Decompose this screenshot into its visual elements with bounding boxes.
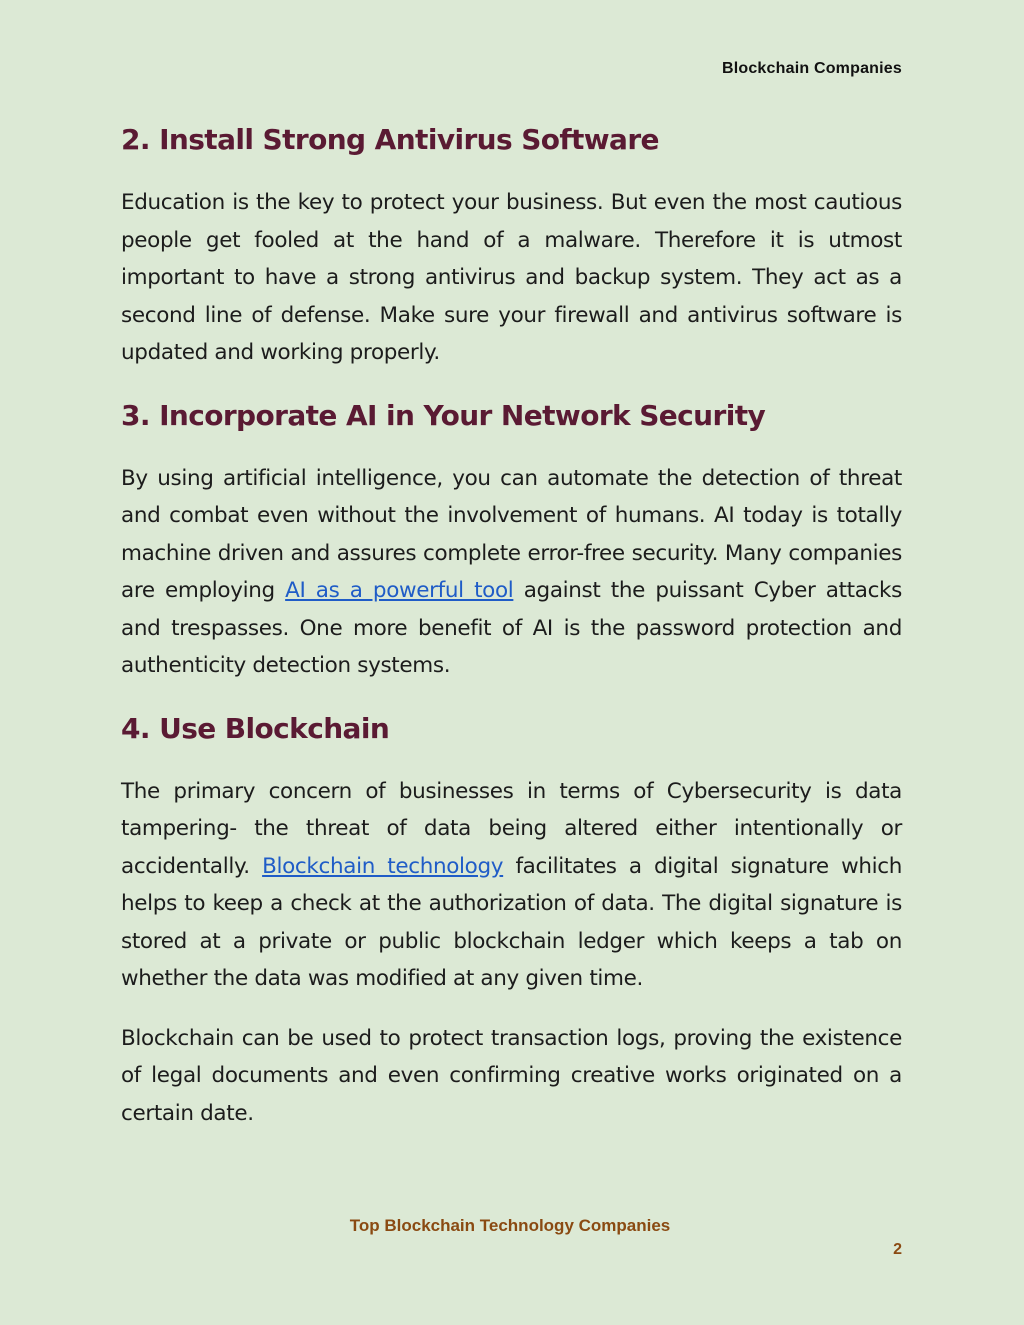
page-footer	[0, 1216, 1024, 1236]
page-content	[121, 118, 902, 1154]
blockchain-paragraph-text-before: The primary concern of businesses in terms of Cybersecurity is data tampering- the threat of data being altered either intentionally or accidentally.	[121, 778, 902, 879]
section-heading-blockchain: 4. Use Blockchain	[121, 711, 390, 745]
section-paragraph-antivirus: Education is the key to protect your business. But even the most cautious people get fooled at the hand of a malware. Therefore it is utmost important to have a strong antivirus and backup system. They act as a second line of defense. Make sure your firewall and antivirus software is updated and working properly.	[121, 190, 902, 365]
page-header: Blockchain Companies	[721, 60, 902, 77]
section-paragraph-blockchain-2: Blockchain can be used to protect transaction logs, proving the existence of legal documents and even confirming creative works originated on a certain date.	[121, 1025, 902, 1126]
ai-paragraph-text-after: against the puissant Cyber attacks and trespasses. One more benefit of AI is the password protection and authenticity detection systems.	[121, 578, 902, 678]
blockchain-technology-link[interactable]: Blockchain technology	[262, 853, 504, 879]
section-paragraph-blockchain	[121, 773, 902, 998]
footer-title: Top Blockchain Technology Companies	[349, 1216, 671, 1235]
ai-paragraph-text-before: By using artificial intelligence, you can automate the detection of threat and combat even without the involvement of humans. AI today is totally machine driven and assures complete error-free security. Many companies are employing	[121, 465, 902, 603]
section-paragraph-ai	[121, 460, 902, 685]
page-number: 2	[893, 1241, 902, 1258]
blockchain-paragraph-text-after: facilitates a digital signature which helps to keep a check at the authorization of data. The digital signature is stored at a private or public blockchain ledger which keeps a tab on whether the data was modified at any given time.	[121, 853, 902, 991]
section-heading-ai: 3. Incorporate AI in Your Network Security	[121, 398, 766, 432]
ai-powerful-tool-link[interactable]: AI as a powerful tool	[285, 578, 514, 603]
section-heading-antivirus: 2. Install Strong Antivirus Software	[121, 123, 659, 156]
